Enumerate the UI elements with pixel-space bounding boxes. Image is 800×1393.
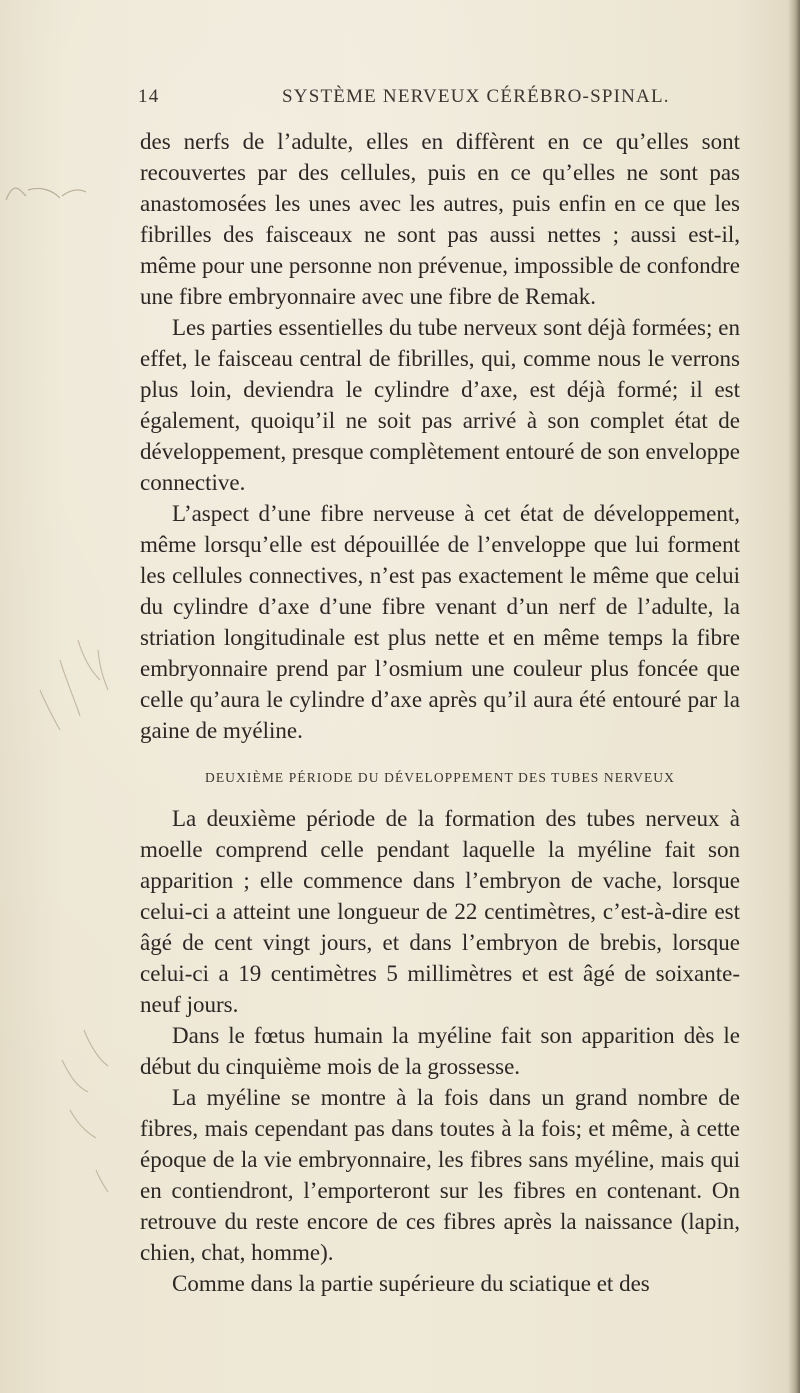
- paragraph: Les parties essentielles du tube nerveux sont déjà formées; en effet, le faisceau central de fibrilles, qui, comme nous le verrons plus loin, deviendra le cylindre d’axe, est déjà formé; il est également, quoiqu’il ne soit pas arrivé à son complet état de développement, presque complètement entouré de son enveloppe connective.: [140, 315, 740, 495]
- margin-pencil-mark: [0, 160, 110, 220]
- running-title: SYSTÈME NERVEUX CÉRÉBRO-SPINAL.: [282, 86, 670, 107]
- paragraph: des nerfs de l’adulte, elles en diffèrent en ce qu’elles sont recouvertes par des cellules, puis en ce qu’elles ne sont pas anastomosées les unes avec les autres, puis enfin en ce que les fibrilles des faisceaux ne sont pas aussi nettes ; aussi est-il, même pour une personne non prévenue, impossible de confondre une fibre embryonnaire avec une fibre de Remak.: [140, 129, 740, 309]
- page-header: [138, 86, 738, 116]
- paragraphs-after-heading: [140, 803, 740, 1299]
- paragraphs-before-heading: [140, 126, 740, 746]
- margin-pencil-mark: [0, 620, 110, 750]
- page-number: 14: [138, 86, 160, 107]
- paragraph: La deuxième période de la formation des tubes nerveux à moelle comprend celle pendant laquelle la myéline fait son apparition ; elle commence dans l’embryon de vache, lorsque celui-ci a atteint une longueur de 22 centimètres, c’est-à-dire est âgé de cent vingt jours, et dans l’embryon de brebis, lorsque celui-ci a 19 centimètres 5 millimètres et est âgé de soixante-neuf jours.: [140, 806, 740, 1017]
- section-heading: DEUXIÈME PÉRIODE DU DÉVELOPPEMENT DES TUBES NERVEUX: [204, 770, 675, 785]
- paragraph: L’aspect d’une fibre nerveuse à cet état de développement, même lorsqu’elle est dépouillée de l’enveloppe que lui forment les cellules connectives, n’est pas exactement le même que celui du cylindre d’axe d’une fibre venant d’un nerf de l’adulte, la striation longitudinale est plus nette et en même temps la fibre embryonnaire prend par l’osmium une couleur plus foncée que celle qu’aura le cylindre d’axe après qu’il aura été entouré par la gaine de myéline.: [140, 501, 740, 743]
- page-gutter-shadow: [788, 0, 800, 1393]
- body-text: [140, 126, 740, 1299]
- paragraph: La myéline se montre à la fois dans un grand nombre de fibres, mais cependant pas dans toutes à la fois; et même, à cette époque de la vie embryonnaire, les fibres sans myéline, mais qui en contiendront, l’emporteront sur les fibres en contenant. On retrouve du reste encore de ces fibres après la naissance (lapin, chien, chat, homme).: [140, 1085, 740, 1265]
- paragraph: Comme dans la partie supérieure du sciatique et des: [172, 1271, 650, 1296]
- margin-pencil-mark: [0, 1020, 110, 1200]
- paragraph: Dans le fœtus humain la myéline fait son apparition dès le début du cinquième mois de la grossesse.: [140, 1023, 740, 1079]
